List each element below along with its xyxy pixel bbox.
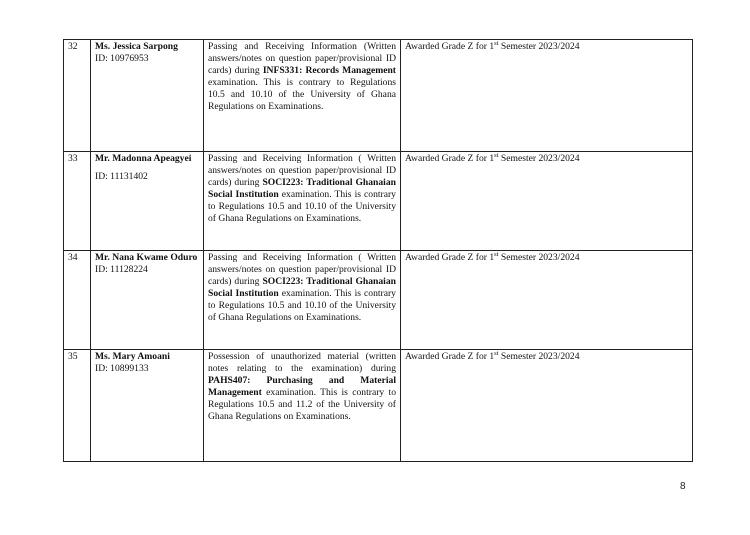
table-row	[64, 152, 693, 251]
penalty-cell	[401, 350, 693, 462]
student-id: ID: 11128224	[95, 263, 148, 275]
row-number: 33	[64, 152, 91, 251]
penalty-ordinal: st	[494, 250, 499, 258]
row-number: 35	[64, 350, 91, 462]
row-number: 34	[64, 251, 91, 350]
page-number: 8	[680, 481, 686, 492]
offence-text: Possession of unauthorized material (written notes relating to the examination) during	[208, 351, 396, 374]
offence-cell	[204, 40, 401, 152]
penalty-text: Awarded Grade Z for 1	[405, 153, 495, 164]
penalty-semester: Semester 2023/2024	[498, 252, 580, 263]
penalty-text: Awarded Grade Z for 1	[405, 41, 495, 52]
course-name: INFS331: Records Management	[262, 64, 396, 76]
offence-text-end: examination. This is contrary to Regulations 10.5 and 10.10 of the University of Ghana Regulations on Examinations.	[208, 76, 396, 112]
student-id: ID: 10976953	[95, 52, 149, 64]
offence-text: Passing and Receiving Information ( Written answers/notes on question paper/provisional ID cards) during	[208, 153, 396, 188]
student-id: ID: 11131402	[95, 170, 148, 182]
penalty-text: Awarded Grade Z for 1	[405, 252, 495, 263]
disciplinary-table	[63, 39, 693, 462]
offence-text-end: examination. This is contrary to Regulations 10.5 and 10.10 of the University of Ghana Regulations on Examinations.	[208, 287, 396, 323]
offence-text-end: examination. This is contrary to Regulations 10.5 and 11.2 of the University of Ghana Regulations on Examinations.	[208, 386, 396, 422]
offence-text: Passing and Receiving Information ( Written answers/notes on question paper/provisional ID cards) during	[208, 252, 396, 287]
table-row	[64, 40, 693, 152]
student-id: ID: 10899133	[95, 362, 149, 374]
student-cell	[91, 251, 204, 350]
table-row	[64, 350, 693, 462]
offence-cell	[204, 152, 401, 251]
offence-cell	[204, 251, 401, 350]
penalty-ordinal: st	[494, 39, 499, 47]
student-name: Ms. Mary Amoani	[95, 351, 170, 362]
course-name: PAHS407: Purchasing and Material Management	[208, 374, 396, 398]
student-cell	[91, 152, 204, 251]
student-cell	[91, 40, 204, 152]
penalty-ordinal: st	[494, 151, 499, 159]
course-name: SOCI223: Traditional Ghanaian Social Institution	[208, 176, 396, 200]
penalty-semester: Semester 2023/2024	[498, 351, 580, 362]
offence-text: Passing and Receiving Information (Written answers/notes on question paper/provisional ID cards) during	[208, 41, 396, 76]
student-name: Ms. Jessica Sarpong	[95, 41, 178, 52]
student-name: Mr. Madonna Apeagyei	[95, 153, 192, 164]
table-row	[64, 251, 693, 350]
penalty-text: Awarded Grade Z for 1	[405, 351, 495, 362]
penalty-cell	[401, 251, 693, 350]
student-cell	[91, 350, 204, 462]
penalty-ordinal: st	[494, 349, 499, 357]
row-number: 32	[64, 40, 91, 152]
course-name: SOCI223: Traditional Ghanaian Social Institution	[208, 275, 396, 299]
student-name: Mr. Nana Kwame Oduro	[95, 252, 198, 263]
penalty-cell	[401, 152, 693, 251]
offence-cell	[204, 350, 401, 462]
penalty-cell	[401, 40, 693, 152]
penalty-semester: Semester 2023/2024	[498, 153, 580, 164]
offence-text-end: examination. This is contrary to Regulations 10.5 and 10.10 of the University of Ghana Regulations on Examinations.	[208, 188, 396, 224]
penalty-semester: Semester 2023/2024	[498, 41, 580, 52]
